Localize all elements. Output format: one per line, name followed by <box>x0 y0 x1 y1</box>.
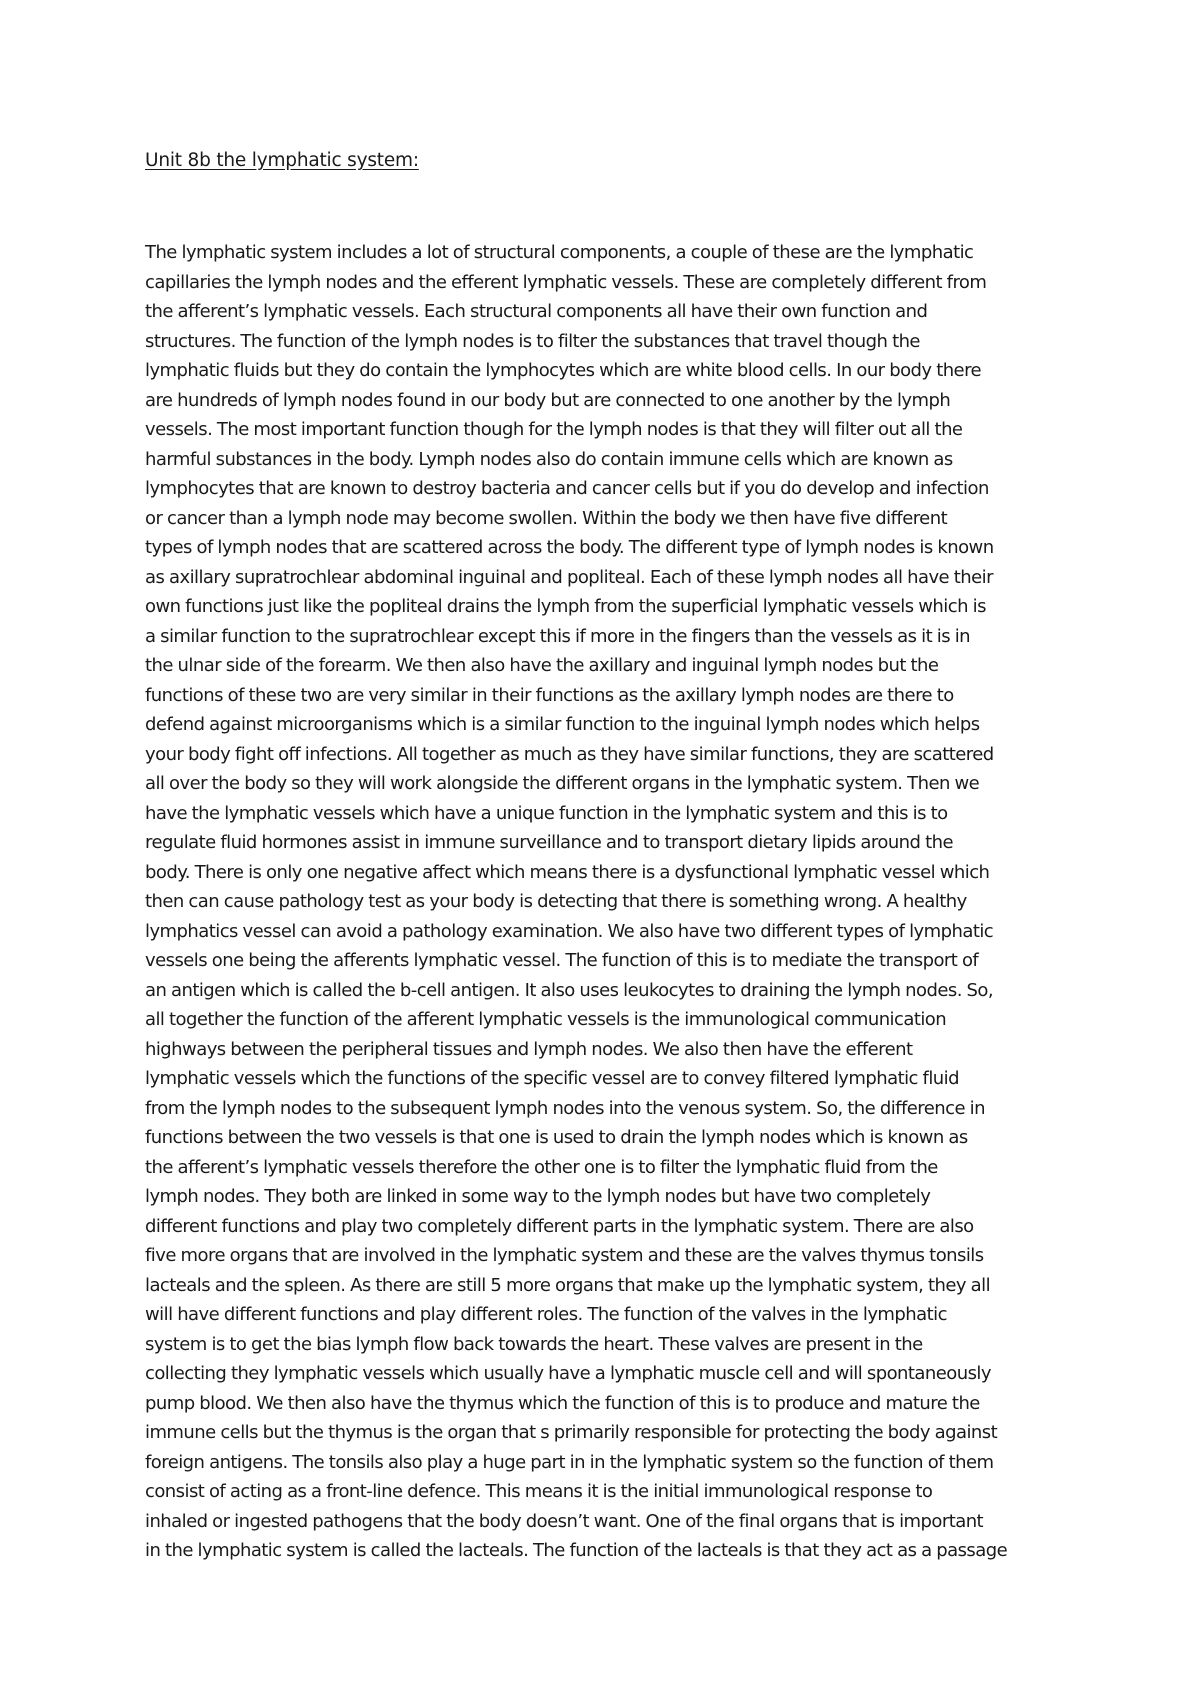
body-text-line: lymphatics vessel can avoid a pathology examination. We also have two different types of lymphatic <box>145 920 994 942</box>
body-text-line: lacteals and the spleen. As there are still 5 more organs that make up the lymphatic system, they all <box>145 1274 991 1296</box>
body-text-line: the afferent’s lymphatic vessels therefore the other one is to filter the lymphatic fluid from the <box>145 1156 938 1178</box>
body-text-line: highways between the peripheral tissues and lymph nodes. We also then have the efferent <box>145 1038 913 1060</box>
body-text-line: have the lymphatic vessels which have a unique function in the lymphatic system and this is to <box>145 802 948 824</box>
body-text-line: foreign antigens. The tonsils also play a huge part in in the lymphatic system so the function of them <box>145 1451 994 1473</box>
body-text-line: or cancer than a lymph node may become swollen. Within the body we then have five different <box>145 507 948 529</box>
body-text-line: all together the function of the afferent lymphatic vessels is the immunological communication <box>145 1009 947 1030</box>
body-text-line: the ulnar side of the forearm. We then also have the axillary and inguinal lymph nodes but the <box>145 655 939 676</box>
body-text-line: immune cells but the thymus is the organ that s primarily responsible for protecting the body against <box>145 1422 998 1443</box>
body-text-line: harmful substances in the body. Lymph nodes also do contain immune cells which are known as <box>145 448 953 470</box>
body-text-line: defend against microorganisms which is a similar function to the inguinal lymph nodes which helps <box>145 714 980 735</box>
body-text-line: a similar function to the supratrochlear except this if more in the fingers than the vessels as it is in <box>145 625 971 647</box>
body-text-line: lymphatic vessels which the functions of the specific vessel are to convey filtered lymphatic fluid <box>145 1068 959 1089</box>
body-text-line: different functions and play two completely different parts in the lymphatic system. There are also <box>145 1215 974 1237</box>
body-text-line: capillaries the lymph nodes and the efferent lymphatic vessels. These are completely different from <box>145 271 987 293</box>
body-text-line: consist of acting as a front-line defence. This means it is the initial immunological response to <box>145 1481 933 1502</box>
body-text-line: vessels one being the afferents lymphatic vessel. The function of this is to mediate the transport of <box>145 950 979 971</box>
body-text-line: as axillary supratrochlear abdominal inguinal and popliteal. Each of these lymph nodes all have their <box>145 566 993 588</box>
body-text-line: functions of these two are very similar in their functions as the axillary lymph nodes are there to <box>145 684 954 706</box>
body-text-line: functions between the two vessels is that one is used to drain the lymph nodes which is known as <box>145 1127 968 1148</box>
body-text-line: collecting they lymphatic vessels which usually have a lymphatic muscle cell and will spontaneously <box>145 1363 991 1384</box>
body-text-line: lymphocytes that are known to destroy bacteria and cancer cells but if you do develop and infection <box>145 478 989 499</box>
body-text-line: in the lymphatic system is called the lacteals. The function of the lacteals is that they act as a passage <box>145 1540 1008 1561</box>
body-text-line: system is to get the bias lymph flow back towards the heart. These valves are present in the <box>145 1333 923 1355</box>
body-text-line: your body fight off infections. All together as much as they have similar functions, they are scattered <box>145 743 994 765</box>
body-text-line: lymphatic fluids but they do contain the lymphocytes which are white blood cells. In our body there <box>145 360 982 381</box>
body-text-line: inhaled or ingested pathogens that the body doesn’t want. One of the final organs that is important <box>145 1510 984 1532</box>
document-body <box>145 238 1075 1566</box>
body-text-line: all over the body so they will work alongside the different organs in the lymphatic system. Then we <box>145 773 980 794</box>
body-text-line: will have different functions and play different roles. The function of the valves in the lymphatic <box>145 1304 947 1325</box>
body-text-line: are hundreds of lymph nodes found in our body but are connected to one another by the lymph <box>145 389 951 411</box>
body-text-line: own functions just like the popliteal drains the lymph from the superficial lymphatic vessels which is <box>145 596 986 617</box>
body-text-line: from the lymph nodes to the subsequent lymph nodes into the venous system. So, the difference in <box>145 1097 985 1119</box>
body-text-line: the afferent’s lymphatic vessels. Each structural components all have their own function and <box>145 301 928 322</box>
body-text-line: body. There is only one negative affect which means there is a dysfunctional lymphatic vessel which <box>145 861 990 883</box>
body-text-line: lymph nodes. They both are linked in some way to the lymph nodes but have two completely <box>145 1186 931 1207</box>
body-text-line: types of lymph nodes that are scattered across the body. The different type of lymph nodes is known <box>145 537 994 558</box>
body-text-line: regulate fluid hormones assist in immune surveillance and to transport dietary lipids around the <box>145 832 953 853</box>
body-text-line: five more organs that are involved in the lymphatic system and these are the valves thymus tonsils <box>145 1245 984 1266</box>
body-text-line: an antigen which is called the b-cell antigen. It also uses leukocytes to draining the lymph nodes. So, <box>145 979 994 1001</box>
document-title: Unit 8b the lymphatic system: <box>145 150 419 171</box>
body-text-line: pump blood. We then also have the thymus which the function of this is to produce and mature the <box>145 1392 980 1414</box>
body-text-line: structures. The function of the lymph nodes is to filter the substances that travel though the <box>145 330 920 352</box>
body-text-line: The lymphatic system includes a lot of structural components, a couple of these are the lymphatic <box>145 242 974 263</box>
body-text-line: vessels. The most important function though for the lymph nodes is that they will filter out all the <box>145 419 963 440</box>
body-text-line: then can cause pathology test as your body is detecting that there is something wrong. A healthy <box>145 891 967 912</box>
